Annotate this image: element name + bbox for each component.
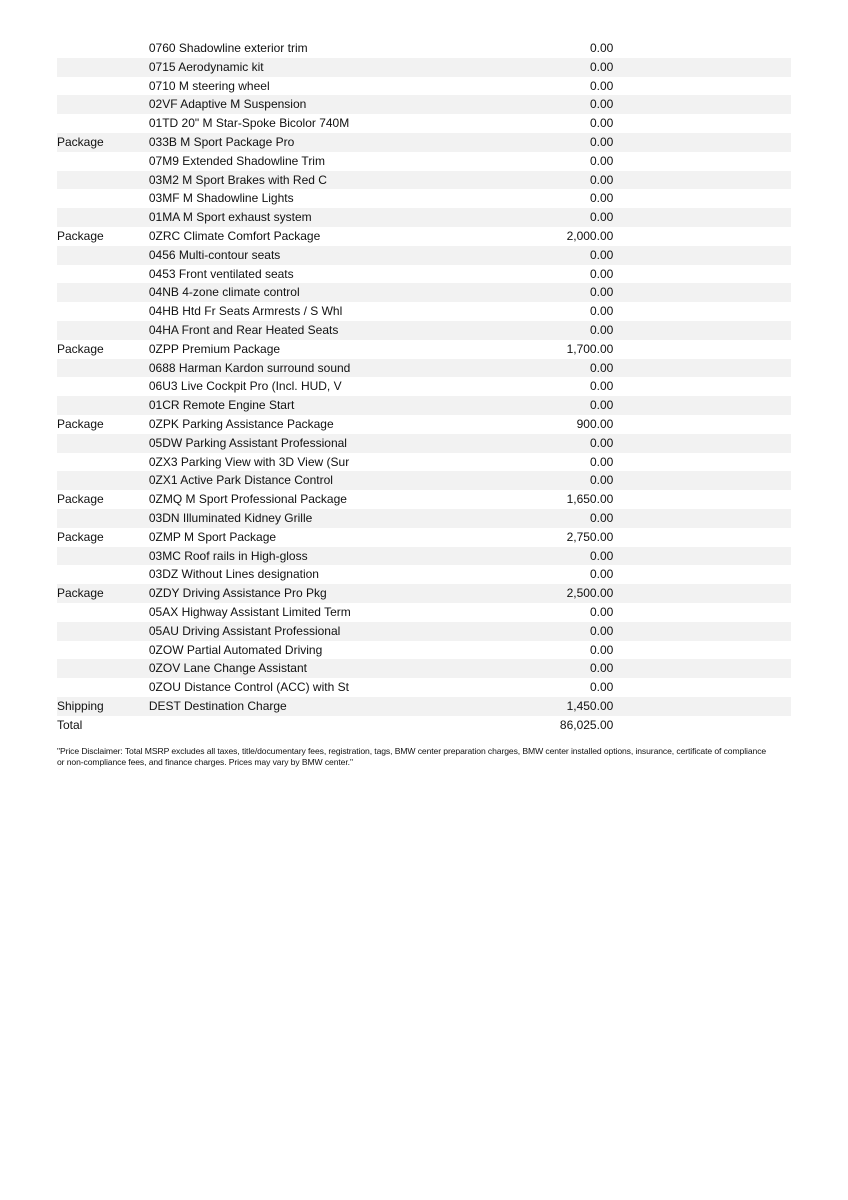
price-cell: 1,700.00 [566, 341, 614, 356]
table-row [57, 471, 791, 490]
options-price-table [57, 39, 791, 734]
item-cell [149, 716, 464, 735]
item-cell: 04HA Front and Rear Heated Seats [148, 322, 339, 337]
item-cell: 02VF Adaptive M Suspension [148, 97, 307, 112]
price-cell: 0.00 [589, 435, 614, 450]
category-cell [57, 246, 149, 265]
spacer-cell [613, 377, 791, 396]
category-cell [57, 265, 149, 284]
table-row [57, 415, 791, 434]
price-cell: 0.00 [589, 59, 614, 74]
price-cell: 0.00 [589, 379, 614, 394]
spacer-cell [613, 114, 791, 133]
spacer-cell [613, 490, 791, 509]
item-cell: 03DZ Without Lines designation [148, 567, 319, 582]
category-cell [57, 171, 149, 190]
item-cell: 04NB 4-zone climate control [148, 285, 300, 300]
spacer-cell [613, 58, 791, 77]
category-cell [57, 152, 149, 171]
category-cell: Package [57, 529, 104, 544]
item-cell: 0ZMQ M Sport Professional Package [148, 492, 347, 507]
table-row [57, 584, 791, 603]
table-row [57, 659, 791, 678]
item-cell: 01CR Remote Engine Start [148, 398, 295, 413]
price-cell: 0.00 [589, 473, 614, 488]
price-cell: 0.00 [589, 97, 614, 112]
table-row [57, 302, 791, 321]
item-cell: 0ZX1 Active Park Distance Control [148, 473, 333, 488]
table-row [57, 509, 791, 528]
category-cell [57, 302, 149, 321]
price-cell: 0.00 [589, 680, 614, 695]
table-row [57, 77, 791, 96]
spacer-cell [613, 227, 791, 246]
table-row [57, 208, 791, 227]
category-cell [57, 39, 149, 58]
category-cell [57, 77, 149, 96]
price-cell: 0.00 [589, 78, 614, 93]
price-cell: 86,025.00 [559, 717, 614, 732]
spacer-cell [613, 95, 791, 114]
price-cell: 0.00 [589, 623, 614, 638]
spacer-cell [613, 302, 791, 321]
category-cell: Shipping [57, 698, 104, 713]
table-row [57, 58, 791, 77]
table-row [57, 697, 791, 716]
category-cell [57, 359, 149, 378]
item-cell: 0ZRC Climate Comfort Package [148, 228, 321, 243]
item-cell: 06U3 Live Cockpit Pro (Incl. HUD, V [148, 379, 342, 394]
category-cell [57, 58, 149, 77]
price-cell: 0.00 [589, 567, 614, 582]
spacer-cell [613, 189, 791, 208]
spacer-cell [613, 171, 791, 190]
spacer-cell [613, 283, 791, 302]
spacer-cell [613, 359, 791, 378]
price-cell: 0.00 [589, 398, 614, 413]
price-cell: 0.00 [589, 322, 614, 337]
category-cell [57, 377, 149, 396]
spacer-cell [613, 678, 791, 697]
table-row [57, 678, 791, 697]
item-cell: 0ZOV Lane Change Assistant [148, 661, 307, 676]
table-row [57, 227, 791, 246]
price-cell: 0.00 [589, 510, 614, 525]
category-cell [57, 565, 149, 584]
table-row [57, 283, 791, 302]
table-row [57, 246, 791, 265]
price-cell: 2,750.00 [566, 529, 614, 544]
item-cell: 0ZOW Partial Automated Driving [148, 642, 323, 657]
category-cell [57, 283, 149, 302]
item-cell: 05DW Parking Assistant Professional [148, 435, 347, 450]
options-table-body [57, 39, 791, 734]
item-cell: 07M9 Extended Shadowline Trim [148, 153, 325, 168]
table-row [57, 39, 791, 58]
price-cell: 0.00 [589, 548, 614, 563]
item-cell: 0456 Multi-contour seats [148, 247, 281, 262]
category-cell [57, 603, 149, 622]
category-cell [57, 114, 149, 133]
category-cell [57, 547, 149, 566]
price-cell: 0.00 [589, 642, 614, 657]
spacer-cell [613, 509, 791, 528]
table-row [57, 95, 791, 114]
spacer-cell [613, 641, 791, 660]
item-cell: 0688 Harman Kardon surround sound [148, 360, 351, 375]
category-cell [57, 659, 149, 678]
price-cell: 0.00 [589, 266, 614, 281]
price-cell: 0.00 [589, 454, 614, 469]
item-cell: 0ZDY Driving Assistance Pro Pkg [148, 586, 327, 601]
table-row [57, 133, 791, 152]
price-cell: 0.00 [589, 134, 614, 149]
category-cell [57, 678, 149, 697]
price-cell: 900.00 [576, 416, 614, 431]
spacer-cell [613, 152, 791, 171]
spacer-cell [613, 321, 791, 340]
category-cell [57, 622, 149, 641]
spacer-cell [613, 434, 791, 453]
price-cell: 0.00 [589, 285, 614, 300]
price-cell: 0.00 [589, 116, 614, 131]
spacer-cell [613, 453, 791, 472]
item-cell: 0ZPK Parking Assistance Package [148, 416, 334, 431]
price-cell: 0.00 [589, 661, 614, 676]
category-cell [57, 509, 149, 528]
item-cell: 03DN Illuminated Kidney Grille [148, 510, 313, 525]
item-cell: 04HB Htd Fr Seats Armrests / S Whl [148, 304, 343, 319]
table-row [57, 716, 791, 735]
price-cell: 0.00 [589, 153, 614, 168]
spacer-cell [613, 528, 791, 547]
table-row [57, 396, 791, 415]
price-cell: 0.00 [589, 304, 614, 319]
spacer-cell [613, 265, 791, 284]
table-row [57, 171, 791, 190]
category-cell [57, 471, 149, 490]
price-cell: 1,450.00 [566, 698, 614, 713]
spacer-cell [613, 565, 791, 584]
price-cell: 0.00 [589, 360, 614, 375]
table-row [57, 265, 791, 284]
spacer-cell [613, 340, 791, 359]
item-cell: 05AU Driving Assistant Professional [148, 623, 341, 638]
price-cell: 0.00 [589, 41, 614, 55]
item-cell: 0760 Shadowline exterior trim [148, 41, 308, 55]
table-row [57, 340, 791, 359]
category-cell [57, 189, 149, 208]
table-row [57, 565, 791, 584]
price-disclaimer: "Price Disclaimer: Total MSRP excludes all taxes, title/documentary fees, registration, tags, BMW center preparation charges, BMW center installed options, insurance, certificate of compliance or non-compliance fees, and finance charges. Prices may vary by BMW center." [57, 746, 767, 767]
category-cell [57, 434, 149, 453]
item-cell: DEST Destination Charge [148, 698, 287, 713]
table-row [57, 641, 791, 660]
spacer-cell [613, 133, 791, 152]
category-cell [57, 95, 149, 114]
price-cell: 2,500.00 [566, 586, 614, 601]
price-cell: 0.00 [589, 247, 614, 262]
category-cell: Package [57, 134, 104, 149]
item-cell: 03M2 M Sport Brakes with Red C [148, 172, 327, 187]
category-cell: Total [57, 717, 83, 732]
category-cell: Package [57, 492, 104, 507]
spacer-cell [613, 208, 791, 227]
category-cell: Package [57, 586, 104, 601]
table-row [57, 453, 791, 472]
table-row [57, 359, 791, 378]
category-cell [57, 641, 149, 660]
table-row [57, 603, 791, 622]
category-cell: Package [57, 341, 104, 356]
item-cell: 0710 M steering wheel [148, 78, 270, 93]
item-cell: 01MA M Sport exhaust system [148, 210, 312, 225]
category-cell: Package [57, 228, 104, 243]
table-row [57, 321, 791, 340]
price-cell: 0.00 [589, 172, 614, 187]
spacer-cell [613, 716, 791, 735]
item-cell: 0453 Front ventilated seats [148, 266, 294, 281]
item-cell: 0ZPP Premium Package [148, 341, 281, 356]
spacer-cell [613, 471, 791, 490]
price-cell: 0.00 [589, 191, 614, 206]
category-cell: Package [57, 416, 104, 431]
category-cell [57, 208, 149, 227]
table-row [57, 189, 791, 208]
item-cell: 0ZMP M Sport Package [148, 529, 277, 544]
item-cell: 0715 Aerodynamic kit [148, 59, 264, 74]
spacer-cell [613, 603, 791, 622]
table-row [57, 547, 791, 566]
spacer-cell [613, 396, 791, 415]
item-cell: 033B M Sport Package Pro [148, 134, 295, 149]
category-cell [57, 396, 149, 415]
spacer-cell [613, 697, 791, 716]
item-cell: 01TD 20" M Star-Spoke Bicolor 740M [148, 116, 350, 131]
table-row [57, 622, 791, 641]
spacer-cell [613, 622, 791, 641]
spacer-cell [613, 246, 791, 265]
table-row [57, 152, 791, 171]
item-cell: 0ZX3 Parking View with 3D View (Sur [148, 454, 350, 469]
table-row [57, 114, 791, 133]
price-cell: 0.00 [589, 604, 614, 619]
item-cell: 03MC Roof rails in High-gloss [148, 548, 308, 563]
spacer-cell [613, 415, 791, 434]
price-cell: 2,000.00 [566, 228, 614, 243]
spacer-cell [613, 584, 791, 603]
spacer-cell [613, 77, 791, 96]
price-cell: 0.00 [589, 210, 614, 225]
spacer-cell [613, 39, 791, 58]
table-row [57, 434, 791, 453]
price-cell: 1,650.00 [566, 492, 614, 507]
item-cell: 05AX Highway Assistant Limited Term [148, 604, 351, 619]
item-cell: 0ZOU Distance Control (ACC) with St [148, 680, 349, 695]
table-row [57, 528, 791, 547]
category-cell [57, 321, 149, 340]
item-cell: 03MF M Shadowline Lights [148, 191, 294, 206]
spacer-cell [613, 547, 791, 566]
category-cell [57, 453, 149, 472]
table-row [57, 377, 791, 396]
table-row [57, 490, 791, 509]
spacer-cell [613, 659, 791, 678]
